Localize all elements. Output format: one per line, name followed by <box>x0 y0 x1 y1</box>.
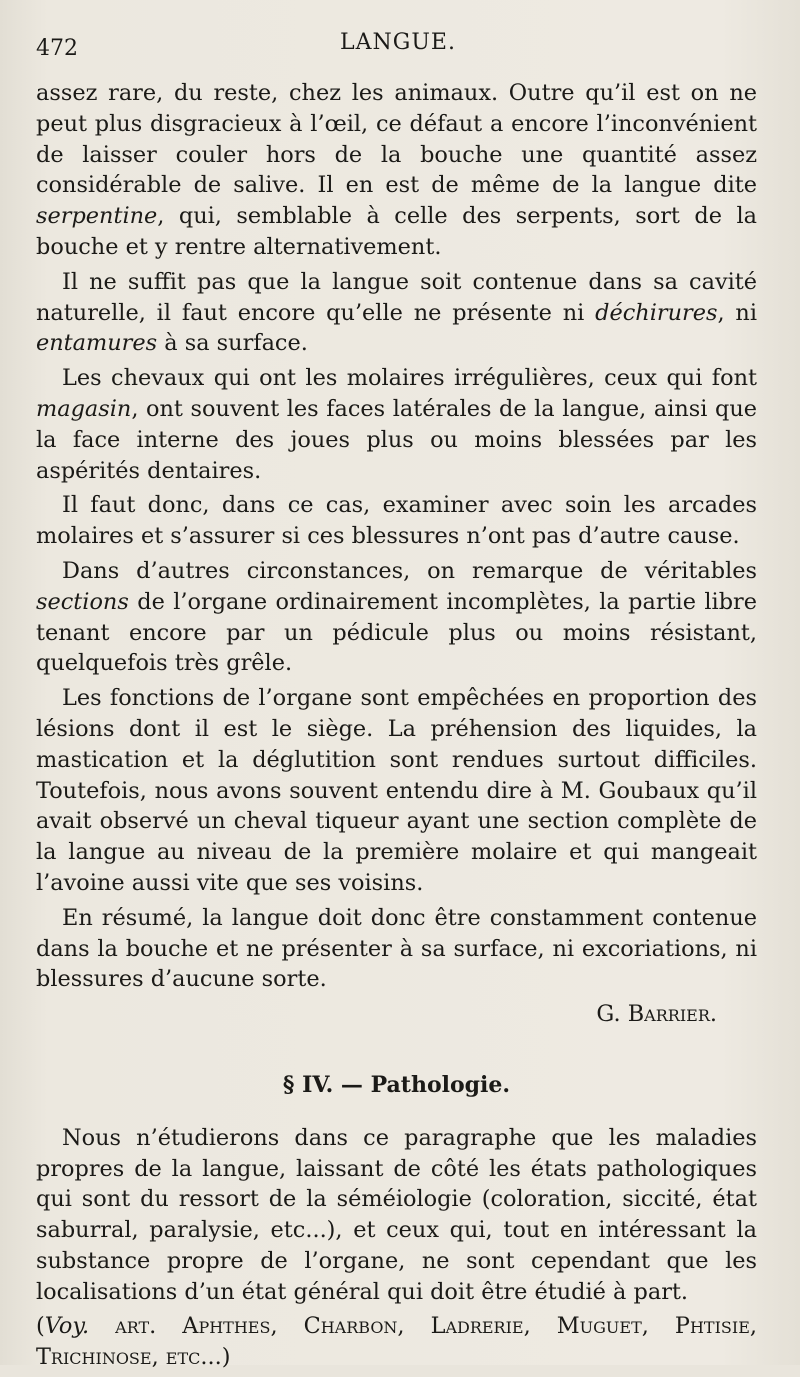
text-run: assez rare, du reste, chez les animaux. Outre qu’il est on ne peut plus disgracieux à l’œil, ce défaut a encore l’inconvénient de laisser couler hors de la bouche une quantité assez considérable de salive. Il en est de même de la langue dite <box>36 80 757 199</box>
running-head: LANGUE. <box>340 30 456 55</box>
text-run: à sa surface. <box>157 330 308 357</box>
italic-term: serpentine <box>36 203 158 230</box>
text-run: ( <box>36 1313 45 1340</box>
paragraph: Les fonctions de l’organe sont empêchées en proportion des lésions dont il est le siège. La préhension des liquides, la mastication et la déglutition sont rendues surtout difficiles. Toutefois, nous avons souvent entendu dire à M. Goubaux qu’il avait observé un cheval tiqueur ayant une section complète de la langue au niveau de la première molaire et qui mangeait l’avoine aussi vite que ses voisins. <box>36 685 757 896</box>
paragraph: Nous n’étudierons dans ce paragraphe que les maladies propres de la langue, laissant de côté les états pathologiques qui sont du ressort de la séméiologie (coloration, siccité, état saburral, paralysie, etc...), et ceux qui, tout en intéressant la substance propre de l’organe, ne sont cependant que les localisations d’un état général qui doit être étudié à part. <box>36 1124 757 1305</box>
section-heading <box>36 1070 757 1101</box>
italic-term: déchirures <box>595 299 718 326</box>
page-header <box>36 30 760 66</box>
reference-line <box>36 1311 757 1373</box>
author-signature: G. Barrier. <box>596 1001 717 1028</box>
paragraph <box>36 267 757 359</box>
page-number: 472 <box>36 36 78 61</box>
page-body <box>36 78 757 1377</box>
italic-term: Voy. <box>44 1313 90 1340</box>
paragraph <box>36 556 757 679</box>
section-mark: § IV. — <box>282 1071 363 1098</box>
paragraph: En résumé, la langue doit donc être constamment contenue dans la bouche et ne présenter à sa surface, ni excoriations, ni blessures d’aucune sorte. <box>36 904 757 993</box>
cross-references: art. Aphthes, Charbon, Ladrerie, Muguet, Phtisie, Trichinose, etc...) <box>36 1313 757 1371</box>
text-run: , qui, semblable à celle des serpents, sort de la bouche et y rentre alternativement. <box>36 203 757 260</box>
text-run: , ont souvent les faces latérales de la langue, ainsi que la face interne des joues plus ou moins blessées par les aspérités dentaires. <box>36 395 757 484</box>
text-run: de l’organe ordinairement incomplètes, la partie libre tenant encore par un pédicule plus ou moins résistant, quelquefois très grêle. <box>36 588 757 677</box>
italic-term: magasin <box>36 395 132 422</box>
text-run: Il ne suffit pas que la langue soit contenue dans sa cavité naturelle, il faut encore qu’elle ne présente ni <box>36 268 757 326</box>
text-run: , ni <box>717 299 757 326</box>
paragraph: Il faut donc, dans ce cas, examiner avec soin les arcades molaires et s’assurer si ces blessures n’ont pas d’autre cause. <box>36 492 757 550</box>
italic-term: sections <box>36 588 129 615</box>
signature-line <box>36 999 757 1030</box>
section-title: Pathologie. <box>370 1071 511 1098</box>
text-run: Dans d’autres circonstances, on remarque de véritables <box>62 557 757 584</box>
italic-term: entamures <box>36 330 158 357</box>
paragraph <box>36 363 757 486</box>
text-run: Les chevaux qui ont les molaires irrégulières, ceux qui font <box>62 365 757 392</box>
paragraph-continuation <box>36 78 757 263</box>
